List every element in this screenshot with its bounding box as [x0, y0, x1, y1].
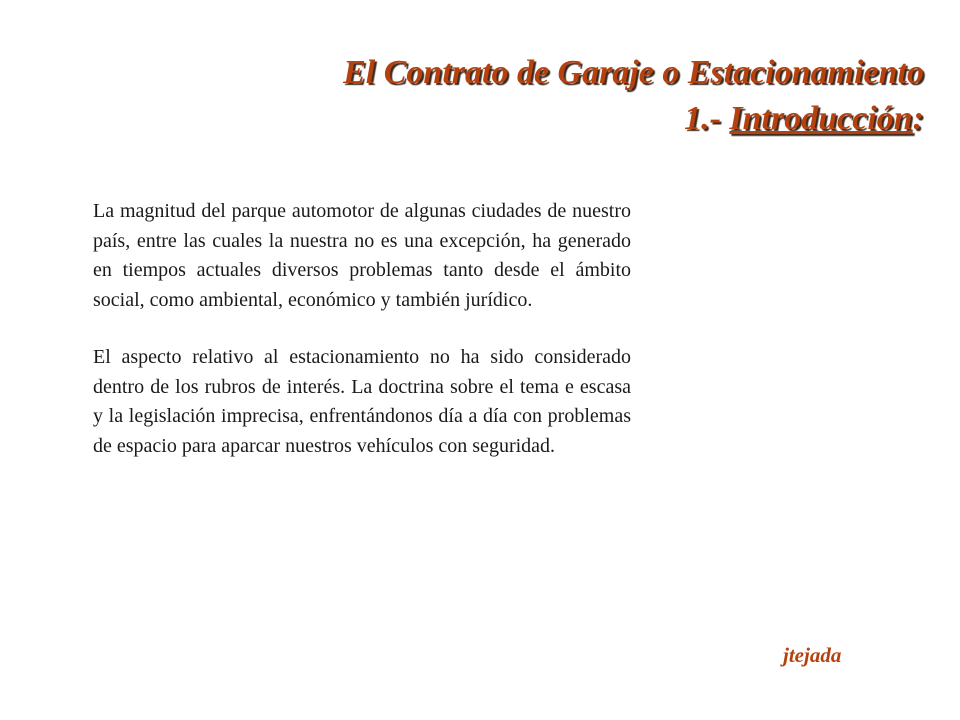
- paragraph-1: La magnitud del parque automotor de algunas ciudades de nuestro país, entre las cuales la nuestra no es una excepción, ha generado en tiempos actuales diversos problemas tanto desde el ámbito social, como ambiental, económico y también jurídico.: [93, 200, 631, 311]
- title-line-2-underlined: Introducción: [729, 100, 913, 137]
- slide-body: [93, 197, 631, 489]
- title-line-1: El Contrato de Garaje o Estacionamiento: [343, 54, 924, 91]
- paragraph-2: El aspecto relativo al estacionamiento no ha sido considerado dentro de los rubros de interés. La doctrina sobre el tema e escasa y la legislación imprecisa, enfrentándonos día a día con problemas de espacio para aparcar nuestros vehículos con seguridad.: [93, 346, 631, 457]
- title-line-2: [164, 96, 924, 142]
- title-line-2-suffix: :: [912, 100, 924, 137]
- slide-title: [164, 50, 924, 142]
- title-line-2-prefix: 1.-: [684, 100, 730, 137]
- author-signature: jtejada: [783, 643, 842, 667]
